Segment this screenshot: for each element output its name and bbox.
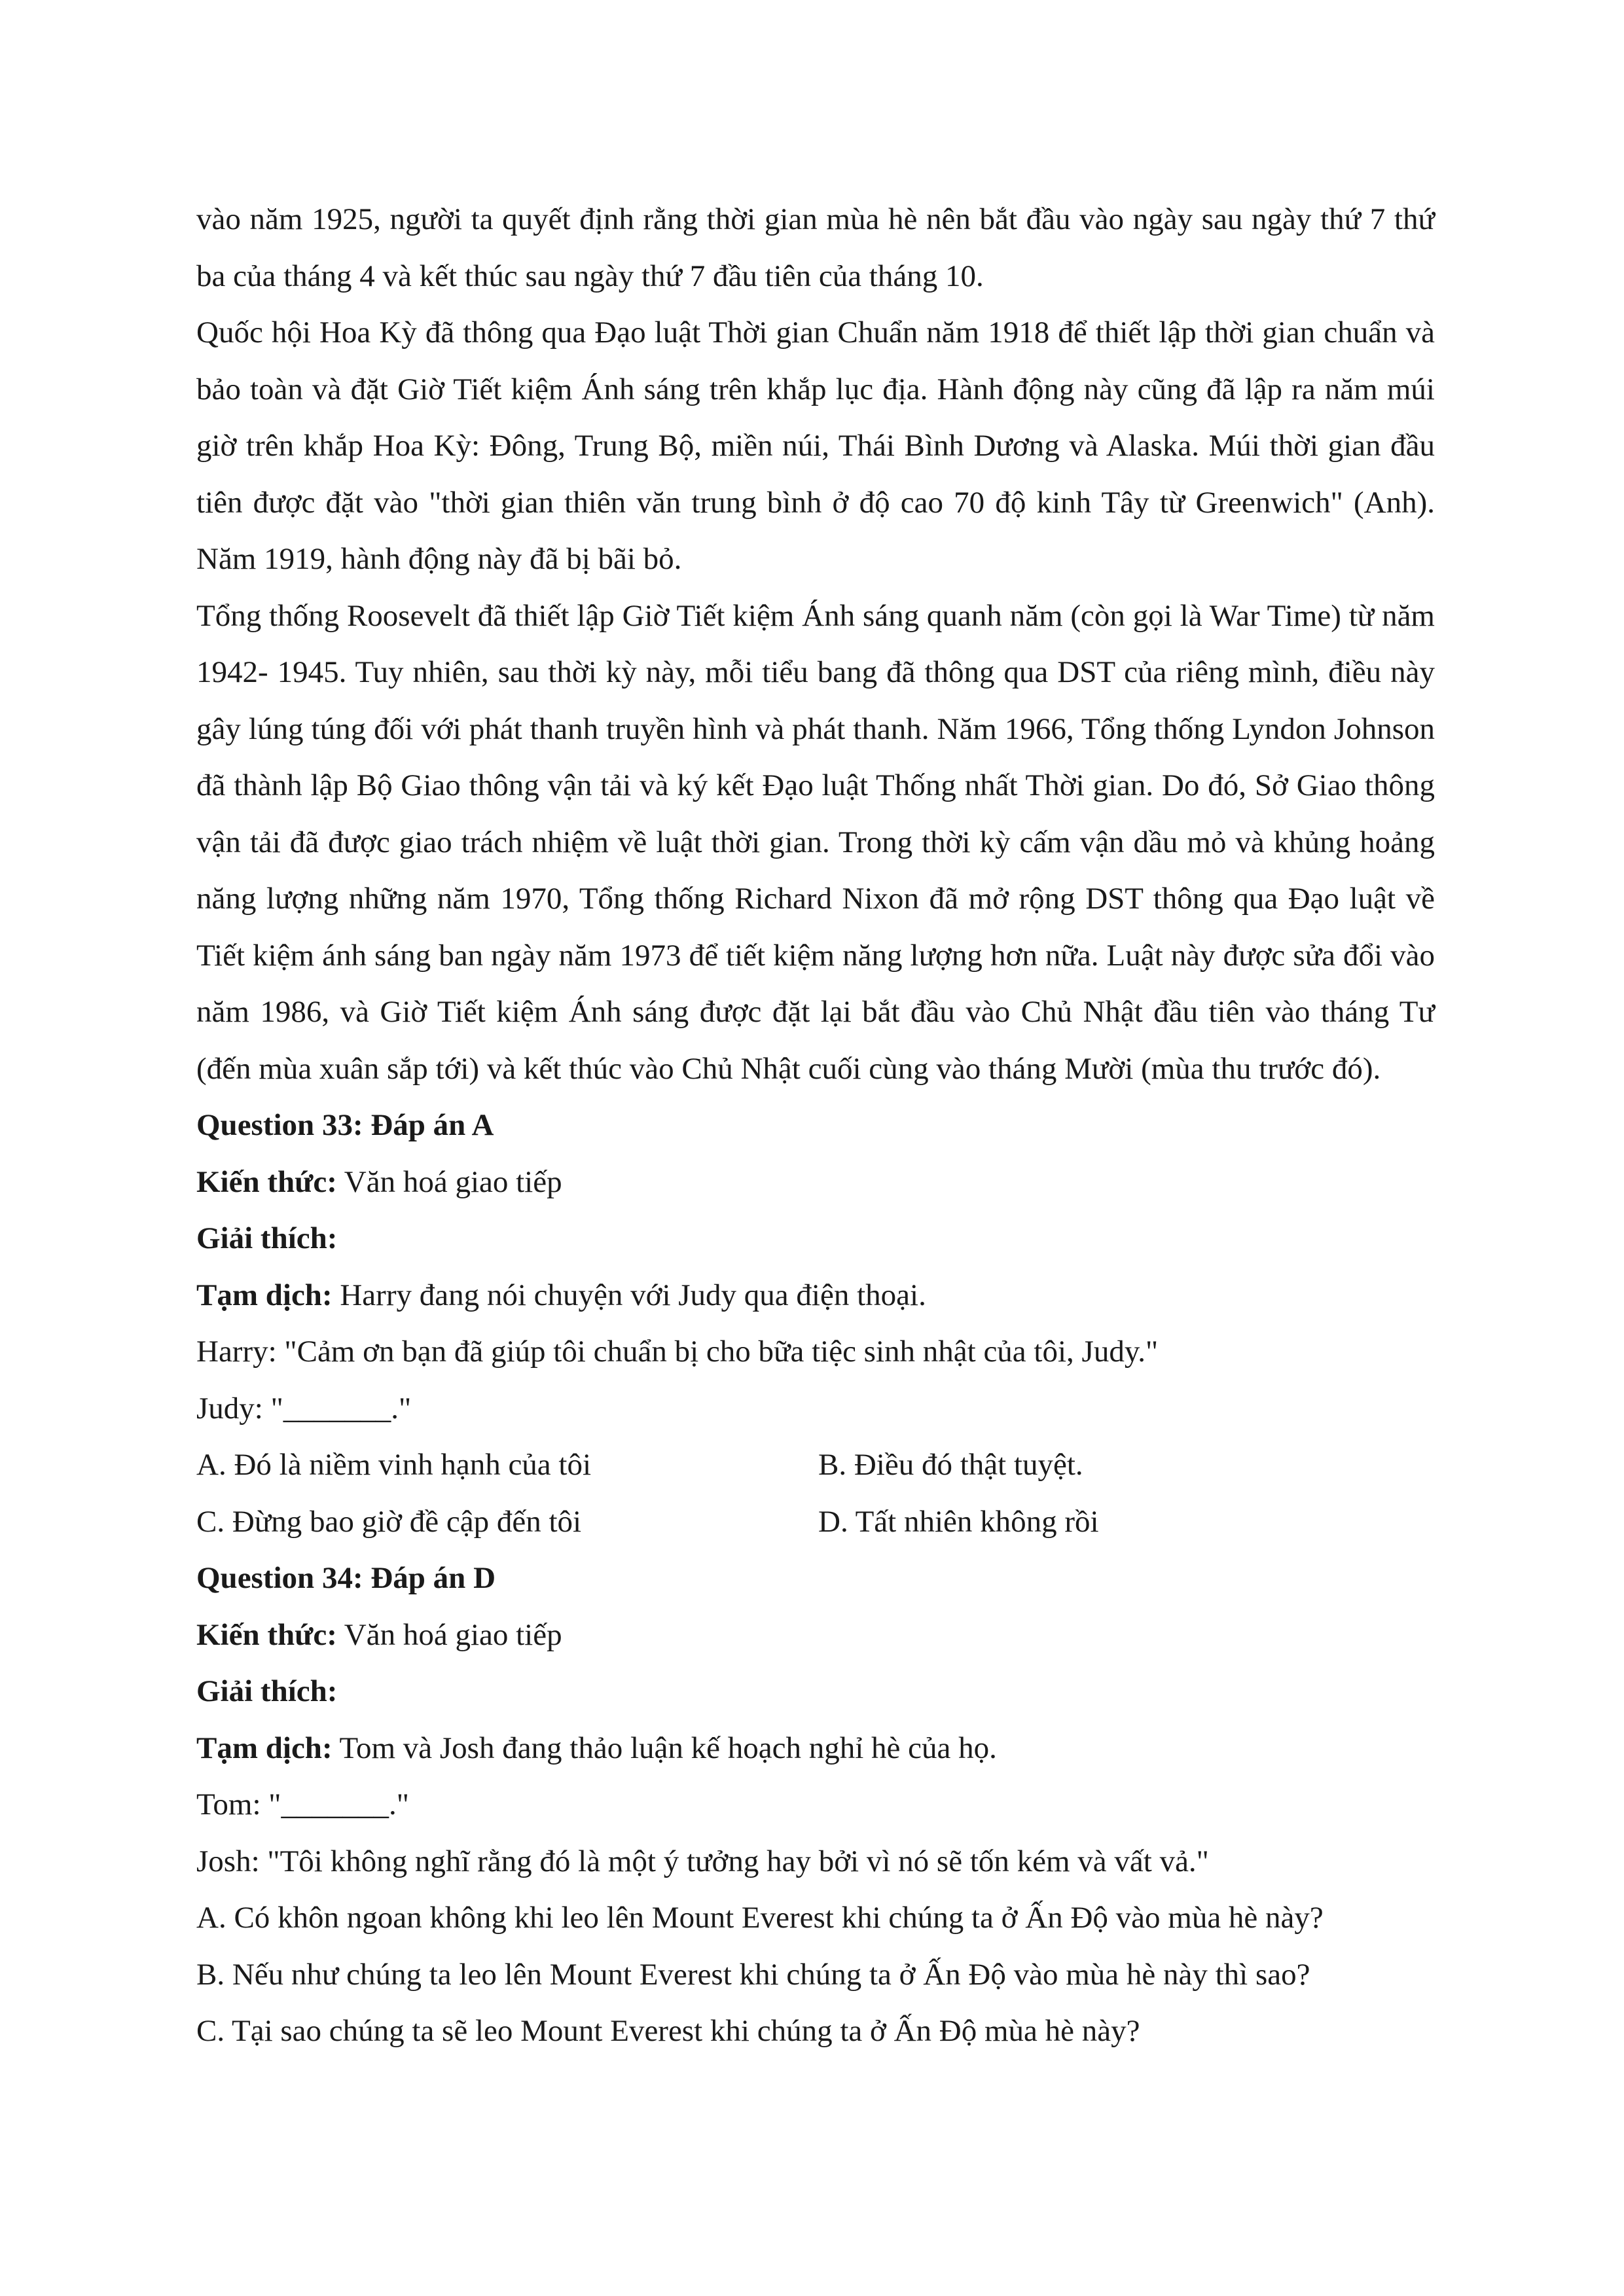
question-33-options-row-1 (196, 1437, 1435, 1494)
question-33-dialog-harry: Harry: "Cảm ơn bạn đã giúp tôi chuẩn bị cho bữa tiệc sinh nhật của tôi, Judy." (196, 1335, 1159, 1369)
translation-value: Harry đang nói chuyện với Judy qua điện thoại. (332, 1278, 926, 1312)
question-33-translation (196, 1267, 1435, 1324)
paragraph-roosevelt-war-time: Tổng thống Roosevelt đã thiết lập Giờ Tiết kiệm Ánh sáng quanh năm (còn gọi là War Time) từ năm 1942- 1945. Tuy nhiên, sau thời kỳ này, mỗi tiểu bang đã thông qua DST của riêng mình, điều này gây lúng túng đối với phát thanh truyền hình và phát thanh. Năm 1966, Tổng thống Lyndon Johnson đã thành lập Bộ Giao thông vận tải và ký kết Đạo luật Thống nhất Thời gian. Do đó, Sở Giao thông vận tải đã được giao trách nhiệm về luật thời gian. Trong thời kỳ cấm vận dầu mỏ và khủng hoảng năng lượng những năm 1970, Tổng thống Richard Nixon đã mở rộng DST thông qua Đạo luật về Tiết kiệm ánh sáng ban ngày năm 1973 để tiết kiệm năng lượng hơn nữa. Luật này được sửa đổi vào năm 1986, và Giờ Tiết kiệm Ánh sáng được đặt lại bắt đầu vào Chủ Nhật đầu tiên vào tháng Tư (đến mùa xuân sắp tới) và kết thúc vào Chủ Nhật cuối cùng vào tháng Mười (mùa thu trước đó). (196, 598, 1435, 1086)
knowledge-label: Kiến thức: (196, 1617, 337, 1652)
question-33-dialog-judy: Judy: "_______." (196, 1391, 412, 1426)
question-34-knowledge (196, 1607, 1435, 1664)
question-33-knowledge (196, 1154, 1435, 1211)
question-34-option-a: A. Có khôn ngoan không khi leo lên Mount Everest khi chúng ta ở Ấn Độ vào mùa hè này? (196, 1901, 1324, 1935)
document-page (196, 191, 1435, 2060)
question-34-option-c: C. Tại sao chúng ta sẽ leo Mount Everest khi chúng ta ở Ấn Độ mùa hè này? (196, 2014, 1140, 2048)
question-34-translation (196, 1720, 1435, 1777)
question-34-heading: Question 34: Đáp án D (196, 1561, 496, 1595)
question-33-explain-label: Giải thích: (196, 1221, 338, 1255)
translation-value: Tom và Josh đang thảo luận kế hoạch nghỉ hè của họ. (332, 1731, 997, 1765)
question-33-option-b: B. Điều đó thật tuyệt. (818, 1448, 1083, 1482)
translation-label: Tạm dịch: (196, 1731, 333, 1765)
question-33-option-a: A. Đó là niềm vinh hạnh của tôi (196, 1448, 592, 1482)
knowledge-value: Văn hoá giao tiếp (336, 1617, 562, 1652)
question-34-option-b: B. Nếu như chúng ta leo lên Mount Everest khi chúng ta ở Ấn Độ vào mùa hè này thì sao? (196, 1957, 1310, 1992)
knowledge-label: Kiến thức: (196, 1164, 337, 1199)
question-34-dialog-tom: Tom: "_______." (196, 1787, 409, 1821)
knowledge-value: Văn hoá giao tiếp (336, 1164, 562, 1199)
question-33-option-d: D. Tất nhiên không rồi (818, 1504, 1099, 1539)
question-33-options-row-2 (196, 1494, 1435, 1551)
translation-label: Tạm dịch: (196, 1278, 333, 1312)
question-33-heading: Question 33: Đáp án A (196, 1108, 494, 1142)
question-33-option-c: C. Đừng bao giờ đề cập đến tôi (196, 1504, 582, 1539)
question-34-explain-label: Giải thích: (196, 1674, 338, 1708)
question-34-dialog-josh: Josh: "Tôi không nghĩ rằng đó là một ý tưởng hay bởi vì nó sẽ tốn kém và vất vả." (196, 1844, 1209, 1878)
paragraph-standard-time-act: Quốc hội Hoa Kỳ đã thông qua Đạo luật Thời gian Chuẩn năm 1918 để thiết lập thời gian chuẩn và bảo toàn và đặt Giờ Tiết kiệm Ánh sáng trên khắp lục địa. Hành động này cũng đã lập ra năm múi giờ trên khắp Hoa Kỳ: Đông, Trung Bộ, miền núi, Thái Bình Dương và Alaska. Múi thời gian đầu tiên được đặt vào "thời gian thiên văn trung bình ở độ cao 70 độ kinh Tây từ Greenwich" (Anh). Năm 1919, hành động này đã bị bãi bỏ. (196, 315, 1435, 576)
paragraph-dst-1925: vào năm 1925, người ta quyết định rằng thời gian mùa hè nên bắt đầu vào ngày sau ngày thứ 7 thứ ba của tháng 4 và kết thúc sau ngày thứ 7 đầu tiên của tháng 10. (196, 202, 1435, 293)
